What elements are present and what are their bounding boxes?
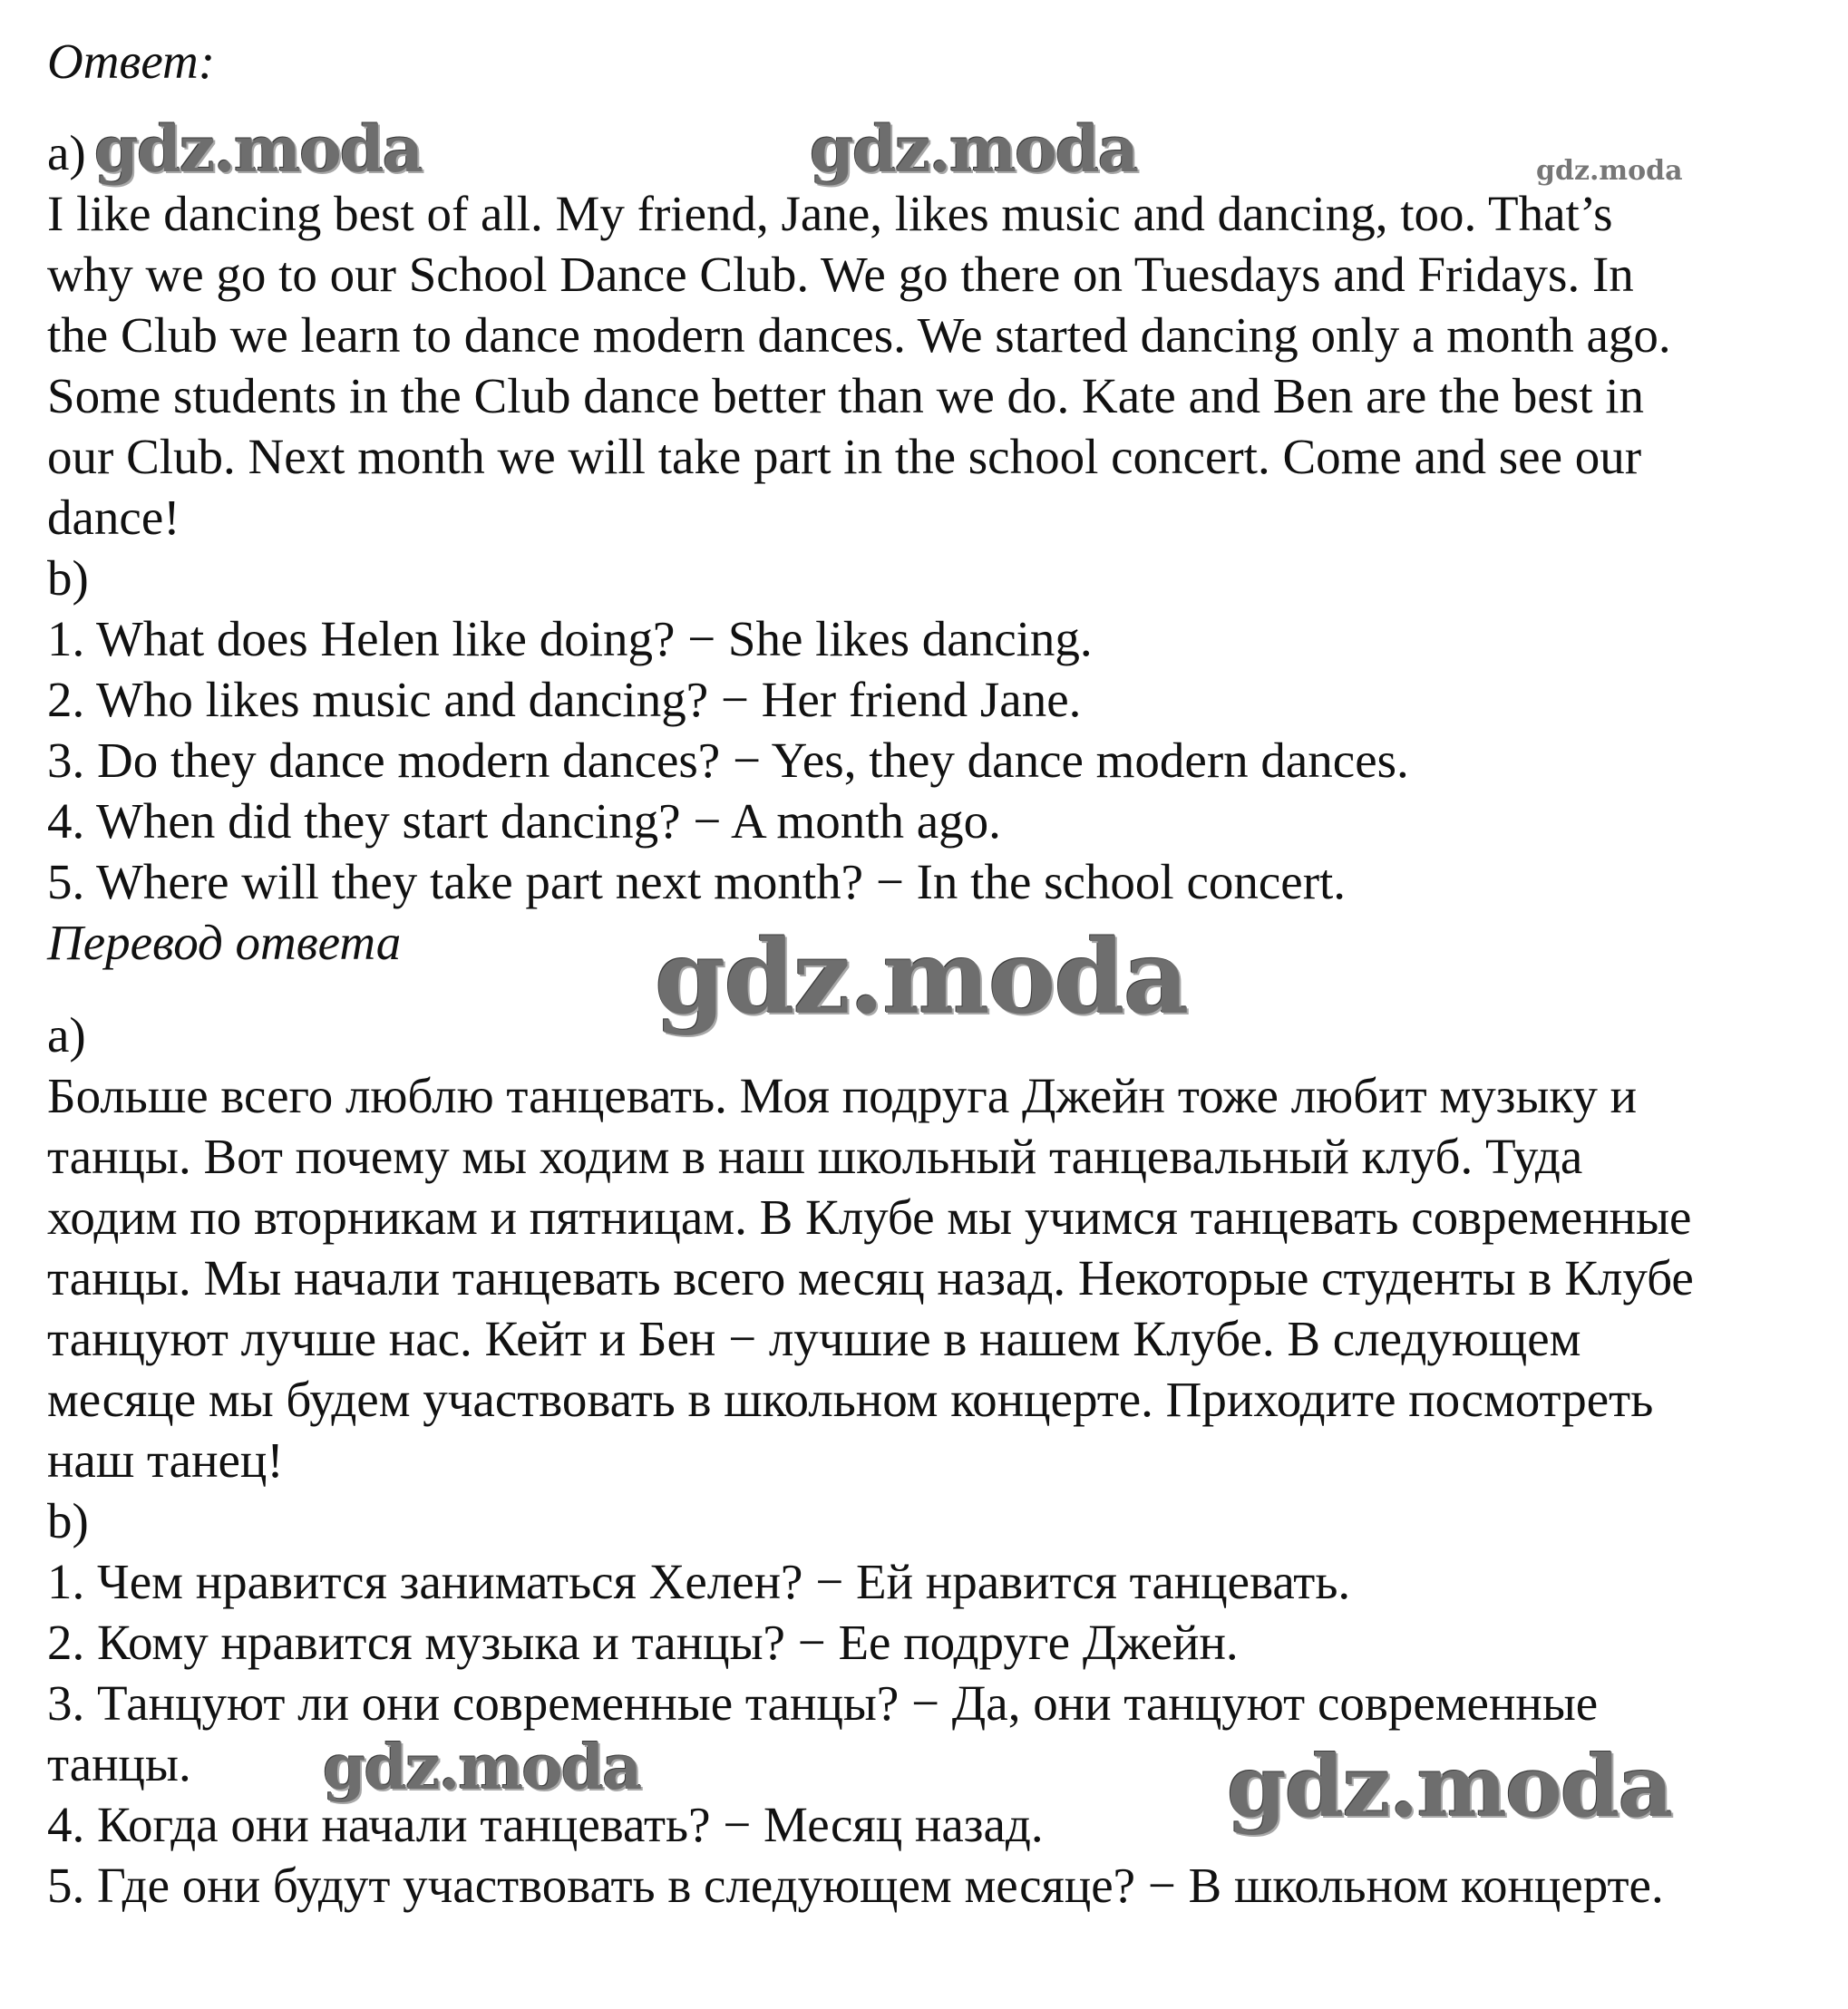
english-qa-item: 5. Where will they take part next month? − In the school concert. xyxy=(47,854,1347,909)
russian-paragraph-line: Больше всего люблю танцевать. Моя подруга Джейн тоже любит музыку и xyxy=(47,1068,1638,1123)
russian-qa-item: 5. Где они будут участвовать в следующем месяце? − В школьном концерте. xyxy=(47,1858,1664,1913)
russian-paragraph-line: месяце мы будем участвовать в школьном концерте. Приходите посмотреть xyxy=(47,1372,1654,1427)
english-paragraph-line: our Club. Next month we will take part in the school concert. Come and see our xyxy=(47,429,1642,484)
english-paragraph-line: Some students in the Club dance better than we do. Kate and Ben are the best in xyxy=(47,368,1645,423)
translation-heading: Перевод ответа xyxy=(47,915,402,970)
english-qa-item: 3. Do they dance modern dances? − Yes, they dance modern dances. xyxy=(47,733,1409,788)
watermark: gdz.moda xyxy=(1536,155,1683,187)
english-qa-item: 1. What does Helen like doing? − She likes dancing. xyxy=(47,611,1093,666)
watermark: gdz.moda xyxy=(1227,1737,1672,1837)
english-qa-item: 2. Who likes music and dancing? − Her friend Jane. xyxy=(47,672,1082,727)
english-paragraph-line: I like dancing best of all. My friend, Jane, likes music and dancing, too. That’s xyxy=(47,186,1613,241)
russian-part-a-label: a) xyxy=(47,1007,86,1063)
watermark: gdz.moda xyxy=(810,112,1138,187)
russian-qa-item: 3. Танцуют ли они современные танцы? − Да, они танцуют современные xyxy=(47,1675,1599,1731)
watermark: gdz.moda xyxy=(655,918,1188,1037)
watermark: gdz.moda xyxy=(94,112,423,187)
russian-part-b-label: b) xyxy=(47,1493,89,1548)
russian-qa-item: 2. Кому нравится музыка и танцы? − Ее подруге Джейн. xyxy=(47,1615,1239,1670)
english-part-b-label: b) xyxy=(47,550,89,606)
watermark: gdz.moda xyxy=(323,1732,641,1804)
english-part-a-label: a) xyxy=(47,125,86,180)
russian-qa-item: танцы. xyxy=(47,1736,191,1791)
russian-paragraph-line: танцы. Вот почему мы ходим в наш школьный танцевальный клуб. Туда xyxy=(47,1129,1583,1184)
russian-paragraph-line: ходим по вторникам и пятницам. В Клубе мы учимся танцевать современные xyxy=(47,1189,1692,1245)
russian-paragraph-line: танцы. Мы начали танцевать всего месяц назад. Некоторые студенты в Клубе xyxy=(47,1250,1694,1305)
answer-heading: Ответ: xyxy=(47,34,216,89)
russian-paragraph-line: наш танец! xyxy=(47,1432,284,1488)
english-paragraph-line: dance! xyxy=(47,490,180,545)
russian-qa-item: 1. Чем нравится заниматься Хелен? − Ей нравится танцевать. xyxy=(47,1554,1351,1609)
russian-qa-item: 4. Когда они начали танцевать? − Месяц назад. xyxy=(47,1797,1044,1852)
english-paragraph-line: the Club we learn to dance modern dances. We started dancing only a month ago. xyxy=(47,307,1671,363)
english-qa-item: 4. When did they start dancing? − A month ago. xyxy=(47,793,1001,849)
russian-paragraph-line: танцуют лучше нас. Кейт и Бен − лучшие в нашем Клубе. В следующем xyxy=(47,1311,1581,1366)
english-paragraph-line: why we go to our School Dance Club. We go there on Tuesdays and Fridays. In xyxy=(47,247,1634,302)
